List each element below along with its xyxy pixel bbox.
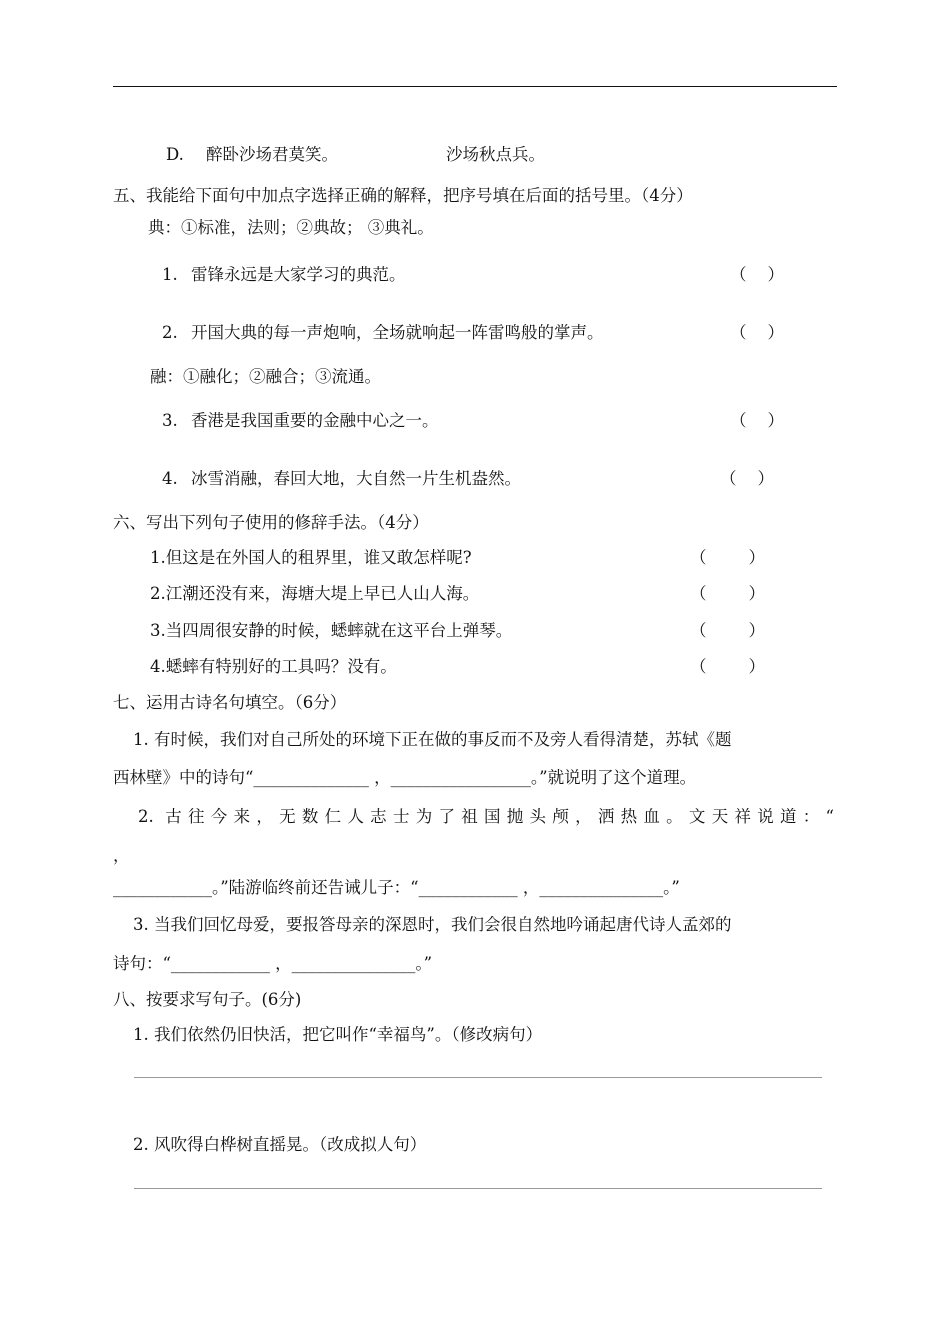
s8-q2-prompt: 2. 风吹得白桦树直摇晃。（改成拟人句）	[133, 1135, 427, 1154]
s6-item4-text: 4.蟋蟀有特别好的工具吗？没有。	[150, 657, 397, 676]
s5-item2-num: 2.	[162, 323, 178, 342]
rong-definitions: 融：①融化；②融合；③流通。	[150, 367, 381, 386]
option-d-line2: 沙场秋点兵。	[446, 145, 545, 164]
s5-item2-text: 开国大典的每一声炮响，全场就响起一阵雷鸣般的掌声。	[191, 323, 604, 342]
section5-heading: 五、我能给下面句中加点字选择正确的解释，把序号填在后面的括号里。（4分）	[113, 186, 693, 205]
header-rule	[113, 86, 837, 87]
s8-q1-answer-line[interactable]	[134, 1077, 822, 1078]
s5-item4-answer-blank[interactable]: （ ）	[720, 469, 774, 488]
section6-heading: 六、写出下列句子使用的修辞手法。（4分）	[113, 513, 429, 532]
option-d-line1: 醉卧沙场君莫笑。	[206, 145, 338, 164]
s5-item4-num: 4.	[162, 469, 178, 488]
s7-q1-line2[interactable]: 西林壁》中的诗句“______________ ，_________________。”就说明了这个道理。	[113, 768, 697, 787]
s6-item3-answer-blank[interactable]: （ ）	[690, 621, 765, 640]
s5-item1-answer-blank[interactable]: （ ）	[730, 265, 784, 284]
s7-q3-line2[interactable]: 诗句：“____________ ，_______________。”	[113, 954, 433, 973]
s8-q1-prompt: 1. 我们依然仍旧快活，把它叫作“幸福鸟”。（修改病句）	[133, 1025, 543, 1044]
s7-q2-line3[interactable]: ____________。”陆游临终前还告诫儿子：“____________ ，_______________。”	[113, 878, 680, 897]
option-d-label: D.	[166, 145, 184, 164]
s5-item1-num: 1.	[162, 265, 178, 284]
s6-item4-answer-blank[interactable]: （ ）	[690, 657, 765, 676]
s6-item1-answer-blank[interactable]: （ ）	[690, 548, 765, 567]
s7-q1-line1: 1. 有时候，我们对自己所处的环境下正在做的事反而不及旁人看得清楚，苏轼《题	[133, 730, 732, 749]
s6-item3-text: 3.当四周很安静的时候，蟋蟀就在这平台上弹琴。	[150, 621, 513, 640]
s6-item2-answer-blank[interactable]: （ ）	[690, 584, 765, 603]
s7-q2-line1: 2. 古往今来，无数仁人志士为了祖国抛头颅，洒热血。文天祥说道：“	[138, 807, 834, 826]
s8-q2-answer-line[interactable]	[134, 1188, 822, 1189]
s6-item2-text: 2.江潮还没有来，海塘大堤上早已人山人海。	[150, 584, 480, 603]
s5-item2-answer-blank[interactable]: （ ）	[730, 323, 784, 342]
s5-item4-text: 冰雪消融，春回大地，大自然一片生机盎然。	[191, 469, 521, 488]
s7-q3-line1: 3. 当我们回忆母爱，要报答母亲的深恩时，我们会很自然地吟诵起唐代诗人孟郊的	[133, 915, 732, 934]
dian-definitions: 典：①标准，法则；②典故； ③典礼。	[148, 218, 434, 237]
section8-heading: 八、按要求写句子。(6分)	[113, 990, 302, 1009]
s5-item3-text: 香港是我国重要的金融中心之一。	[191, 411, 439, 430]
s6-item1-text: 1.但这是在外国人的租界里，谁又敢怎样呢?	[150, 548, 472, 567]
section7-heading: 七、运用古诗名句填空。（6分）	[113, 693, 347, 712]
s5-item1-text: 雷锋永远是大家学习的典范。	[191, 265, 406, 284]
s5-item3-answer-blank[interactable]: （ ）	[730, 411, 784, 430]
s7-q2-line2: ，	[113, 846, 130, 865]
s5-item3-num: 3.	[162, 411, 178, 430]
